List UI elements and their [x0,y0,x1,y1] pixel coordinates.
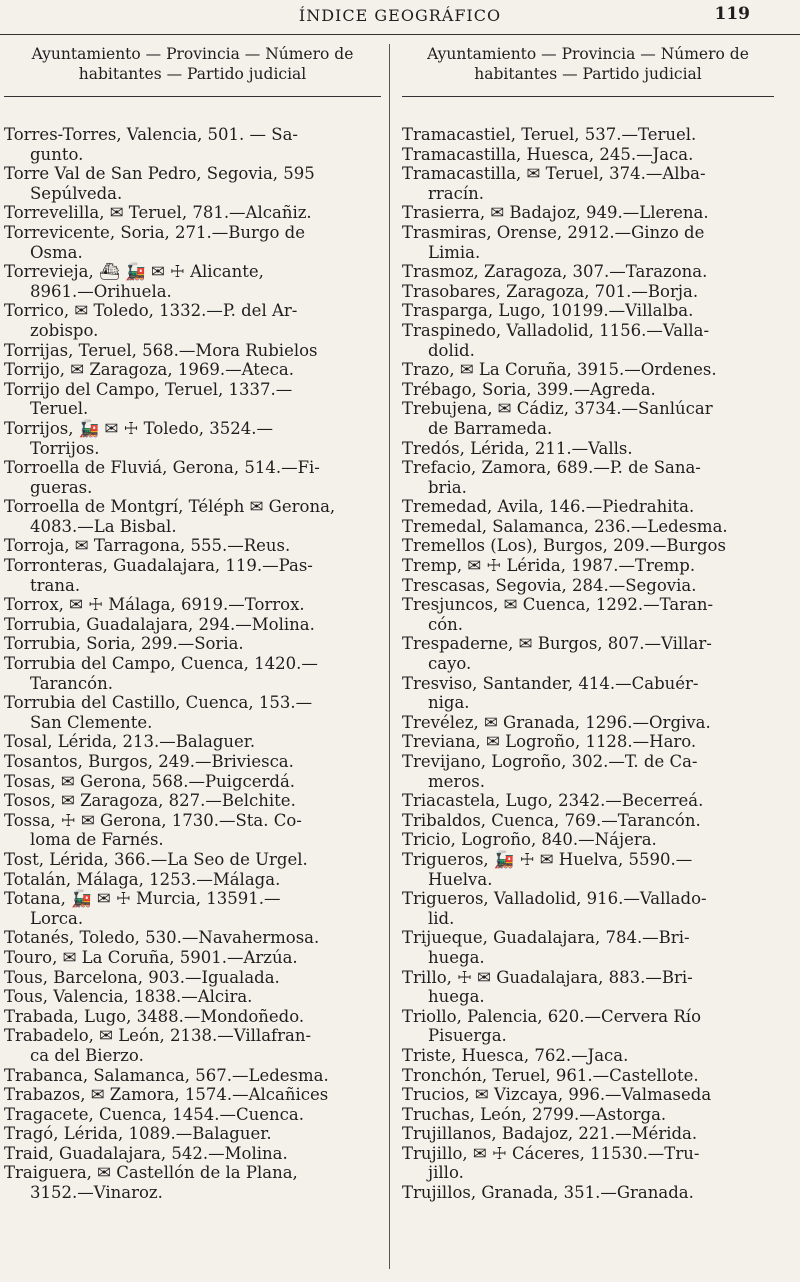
index-entry [0,889,385,928]
index-entry [398,536,778,556]
entry-continuation-line: loma de Farnés. [30,830,164,850]
entry-continuation-line: zobispo. [30,320,99,340]
entry-line: Trujillos, Granada, 351.—Granada. [402,1183,694,1203]
entry-line: Trabadelo, ✉ León, 2138.—Villafran- [4,1026,312,1046]
entry-line: Triste, Huesca, 762.—Jaca. [402,1045,629,1065]
index-entry [398,164,778,203]
index-entry [398,752,778,791]
entry-line: Tramacastilla, Huesca, 245.—Jaca. [402,144,694,164]
index-entry [398,968,778,1007]
entry-line: Tremp, ✉ ☩ Lérida, 1987.—Tremp. [402,556,696,576]
index-entry [0,732,385,752]
entry-continuation-line: bria. [428,477,467,497]
entry-continuation-line: meros. [428,771,485,791]
entry-line: Torre Val de San Pedro, Segovia, 595 [4,164,315,184]
entry-line: Tosas, ✉ Gerona, 568.—Puigcerdá. [4,771,296,791]
index-entry [0,419,385,458]
entry-line: Torrico, ✉ Toledo, 1332.—P. del Ar- [4,301,298,321]
entry-line: Trujillo, ✉ ☩ Cáceres, 11530.—Tru- [402,1143,700,1163]
page-title: ÍNDICE GEOGRÁFICO [298,6,502,25]
entry-line: Tramacastilla, ✉ Teruel, 374.—Alba- [402,164,706,184]
index-entry [0,811,385,850]
index-entry [0,1007,385,1027]
index-entry [0,615,385,635]
entry-continuation-line: San Clemente. [30,712,153,732]
entry-line: Trabada, Lugo, 3488.—Mondoñedo. [4,1006,305,1026]
index-entry [398,321,778,360]
index-entry [398,850,778,889]
entry-line: Torrijos, 🚂 ✉ ☩ Toledo, 3524.— [4,418,274,438]
entry-line: Trujillanos, Badajoz, 221.—Mérida. [402,1124,698,1144]
index-entry [398,1124,778,1144]
index-entry [398,674,778,713]
entry-line: Tremedad, Avila, 146.—Piedrahita. [402,497,695,517]
index-entry [0,654,385,693]
index-entry [398,1105,778,1125]
right-column [398,44,778,1203]
index-entry [0,791,385,811]
right-column-header [402,44,774,97]
index-entry [0,870,385,890]
entry-continuation-line: gueras. [30,477,93,497]
index-entry [0,380,385,419]
entry-continuation-line: dolid. [428,340,475,360]
index-entry [398,439,778,459]
index-entry [0,125,385,164]
entry-line: Torrijas, Teruel, 568.—Mora Rubielos [4,340,318,360]
index-entry [398,1007,778,1046]
index-entry [398,360,778,380]
index-entry [0,1066,385,1086]
index-entry [0,1144,385,1164]
index-entry [0,1105,385,1125]
index-entry [0,301,385,340]
entry-line: Torrevicente, Soria, 271.—Burgo de [4,222,305,242]
entry-line: Trevélez, ✉ Granada, 1296.—Orgiva. [402,712,711,732]
entry-line: Trasierra, ✉ Badajoz, 949.—Llerena. [402,203,709,223]
index-entry [398,458,778,497]
index-entry [0,968,385,988]
entry-line: Torroja, ✉ Tarragona, 555.—Reus. [4,536,291,556]
index-entry [398,576,778,596]
entry-line: Torrevelilla, ✉ Teruel, 781.—Alcañiz. [4,203,312,223]
index-entry [0,693,385,732]
entry-line: Tresviso, Santander, 414.—Cabuér- [402,673,699,693]
entry-line: Tricio, Logroño, 840.—Nájera. [402,830,657,850]
entry-line: Tremellos (Los), Burgos, 209.—Burgos [402,536,726,556]
index-entry [398,262,778,282]
index-entry [398,634,778,673]
entry-line: Tosos, ✉ Zaragoza, 827.—Belchite. [4,791,296,811]
index-entry [398,1085,778,1105]
index-entry [0,223,385,262]
index-entry [0,1124,385,1144]
index-entry [398,399,778,438]
index-entry [0,752,385,772]
left-column-header-line1: Ayuntamiento — Provincia — Número de [31,45,354,63]
entry-line: Tronchón, Teruel, 961.—Castellote. [402,1065,699,1085]
entry-line: Torroella de Montgrí, Téléph ✉ Gerona, [4,497,336,517]
entry-continuation-line: trana. [30,575,81,595]
index-entry [0,556,385,595]
left-column-header-line2: habitantes — Partido judicial [78,65,307,83]
index-entry [398,595,778,634]
entry-line: Tredós, Lérida, 211.—Valls. [402,438,633,458]
index-entry [398,203,778,223]
entry-line: Touro, ✉ La Coruña, 5901.—Arzúa. [4,947,298,967]
entry-line: Totalán, Málaga, 1253.—Málaga. [4,869,281,889]
entry-line: Trigueros, 🚂 ☩ ✉ Huelva, 5590.— [402,849,693,869]
index-entry [398,517,778,537]
index-entry [398,1066,778,1086]
index-entry [0,772,385,792]
index-entry [398,830,778,850]
index-entry [398,889,778,928]
entry-line: Trigueros, Valladolid, 916.—Vallado- [402,889,707,909]
entry-continuation-line: niga. [428,693,470,713]
index-entry [0,164,385,203]
entry-line: Tous, Barcelona, 903.—Igualada. [4,967,280,987]
left-entry-list [0,125,385,1203]
index-entry [398,928,778,967]
entry-continuation-line: lid. [428,908,455,928]
entry-line: Trillo, ☩ ✉ Guadalajara, 883.—Bri- [402,967,693,987]
entry-line: Trabanca, Salamanca, 567.—Ledesma. [4,1065,329,1085]
entry-continuation-line: Lorca. [30,908,84,928]
entry-line: Trefacio, Zamora, 689.—P. de Sana- [402,458,701,478]
entry-continuation-line: huega. [428,987,485,1007]
entry-line: Torrubia, Guadalajara, 294.—Molina. [4,614,315,634]
entry-continuation-line: 4083.—La Bisbal. [30,516,177,536]
entry-continuation-line: rracín. [428,183,485,203]
entry-line: Tossa, ☩ ✉ Gerona, 1730.—Sta. Co- [4,810,302,830]
column-divider [389,44,390,1269]
left-column-header [4,44,381,97]
left-column [0,44,385,1203]
entry-line: Trazo, ✉ La Coruña, 3915.—Ordenes. [402,360,717,380]
index-entry [398,1144,778,1183]
entry-line: Torrubia del Campo, Cuenca, 1420.— [4,654,318,674]
index-entry [398,125,778,145]
index-entry [0,203,385,223]
entry-line: Torres-Torres, Valencia, 501. — Sa- [4,125,299,144]
entry-line: Tresjuncos, ✉ Cuenca, 1292.—Taran- [402,595,714,615]
entry-line: Tous, Valencia, 1838.—Alcira. [4,987,253,1007]
index-entry [0,497,385,536]
page-header [0,0,800,35]
entry-line: Triollo, Palencia, 620.—Cervera Río [402,1006,701,1026]
entry-continuation-line: de Barrameda. [428,418,553,438]
entry-line: Traspinedo, Valladolid, 1156.—Valla- [402,320,710,340]
entry-line: Torrijo del Campo, Teruel, 1337.— [4,379,293,399]
entry-line: Trescasas, Segovia, 284.—Segovia. [402,575,697,595]
index-entry [398,1046,778,1066]
entry-line: Torrubia del Castillo, Cuenca, 153.— [4,693,313,713]
index-entry [398,791,778,811]
entry-line: Traiguera, ✉ Castellón de la Plana, [4,1163,298,1183]
entry-continuation-line: cayo. [428,654,472,674]
index-entry [0,850,385,870]
index-entry [0,595,385,615]
index-entry [398,145,778,165]
entry-line: Trucios, ✉ Vizcaya, 996.—Valmaseda [402,1085,712,1105]
index-entry [0,634,385,654]
entry-line: Triacastela, Lugo, 2342.—Becerreá. [402,791,704,811]
index-entry [0,458,385,497]
index-entry [0,360,385,380]
entry-line: Tragacete, Cuenca, 1454.—Cuenca. [4,1104,304,1124]
entry-line: Trebujena, ✉ Cádiz, 3734.—Sanlúcar [402,399,713,419]
entry-line: Tosantos, Burgos, 249.—Briviesca. [4,752,294,771]
entry-line: Truchas, León, 2799.—Astorga. [402,1104,667,1124]
entry-line: Treviana, ✉ Logroño, 1128.—Haro. [402,732,697,752]
right-column-header-line2: habitantes — Partido judicial [474,65,702,83]
index-entry [0,1026,385,1065]
index-entry [0,536,385,556]
right-column-header-line1: Ayuntamiento — Provincia — Número de [427,45,749,63]
index-entry [398,732,778,752]
index-entry [0,262,385,301]
entry-line: Tost, Lérida, 366.—La Seo de Urgel. [4,849,308,869]
index-entry [0,1085,385,1105]
entry-continuation-line: 3152.—Vinaroz. [30,1183,163,1203]
index-entry [398,223,778,262]
entry-line: Trabazos, ✉ Zamora, 1574.—Alcañices [4,1085,329,1105]
index-entry [0,1163,385,1202]
entry-line: Trevijano, Logroño, 302.—T. de Ca- [402,752,698,771]
entry-line: Trespaderne, ✉ Burgos, 807.—Villar- [402,634,712,654]
entry-line: Torroella de Fluviá, Gerona, 514.—Fi- [4,458,320,478]
entry-line: Torronteras, Guadalajara, 119.—Pas- [4,556,313,576]
index-entry [398,282,778,302]
index-entry [398,811,778,831]
index-entry [398,301,778,321]
entry-continuation-line: gunto. [30,144,84,164]
entry-line: Trasparga, Lugo, 10199.—Villalba. [402,301,694,321]
entry-line: Tosal, Lérida, 213.—Balaguer. [4,732,256,752]
index-entry [398,380,778,400]
entry-line: Totanés, Toledo, 530.—Navahermosa. [4,928,320,948]
index-entry [0,341,385,361]
entry-continuation-line: ca del Bierzo. [30,1045,144,1065]
entry-line: Torrevieja, ⛴ 🚂 ✉ ☩ Alicante, [4,262,264,282]
entry-continuation-line: Limia. [428,242,481,262]
entry-continuation-line: Teruel. [30,399,89,419]
entry-continuation-line: Huelva. [428,869,493,889]
entry-line: Trasmoz, Zaragoza, 307.—Tarazona. [402,262,708,282]
entry-line: Tramacastiel, Teruel, 537.—Teruel. [402,125,697,144]
index-entry [398,713,778,733]
entry-continuation-line: Sepúlveda. [30,183,123,203]
entry-line: Torrox, ✉ ☩ Málaga, 6919.—Torrox. [4,595,305,615]
entry-line: Tragó, Lérida, 1089.—Balaguer. [4,1124,272,1144]
entry-line: Tremedal, Salamanca, 236.—Ledesma. [402,516,728,536]
index-entry [398,556,778,576]
index-entry [398,497,778,517]
entry-line: Totana, 🚂 ✉ ☩ Murcia, 13591.— [4,889,281,909]
entry-continuation-line: jillo. [428,1163,464,1183]
entry-line: Trasmiras, Orense, 2912.—Ginzo de [402,222,705,242]
page-number: 119 [714,4,750,24]
entry-line: Traid, Guadalajara, 542.—Molina. [4,1143,288,1163]
entry-continuation-line: Tarancón. [30,673,113,693]
entry-continuation-line: Osma. [30,242,83,262]
entry-line: Trasobares, Zaragoza, 701.—Borja. [402,281,699,301]
index-entry [0,948,385,968]
index-entry [0,928,385,948]
index-entry [398,1183,778,1203]
entry-continuation-line: cón. [428,614,464,634]
entry-continuation-line: huega. [428,947,485,967]
entry-line: Trébago, Soria, 399.—Agreda. [402,379,656,399]
entry-continuation-line: Pisuerga. [428,1026,507,1046]
entry-line: Torrubia, Soria, 299.—Soria. [4,634,244,654]
entry-continuation-line: Torrijos. [30,438,100,458]
right-entry-list [398,125,778,1203]
entry-line: Torrijo, ✉ Zaragoza, 1969.—Ateca. [4,360,294,380]
index-entry [0,987,385,1007]
entry-line: Trijueque, Guadalajara, 784.—Bri- [402,928,690,948]
entry-line: Tribaldos, Cuenca, 769.—Tarancón. [402,810,701,830]
entry-continuation-line: 8961.—Orihuela. [30,281,172,301]
